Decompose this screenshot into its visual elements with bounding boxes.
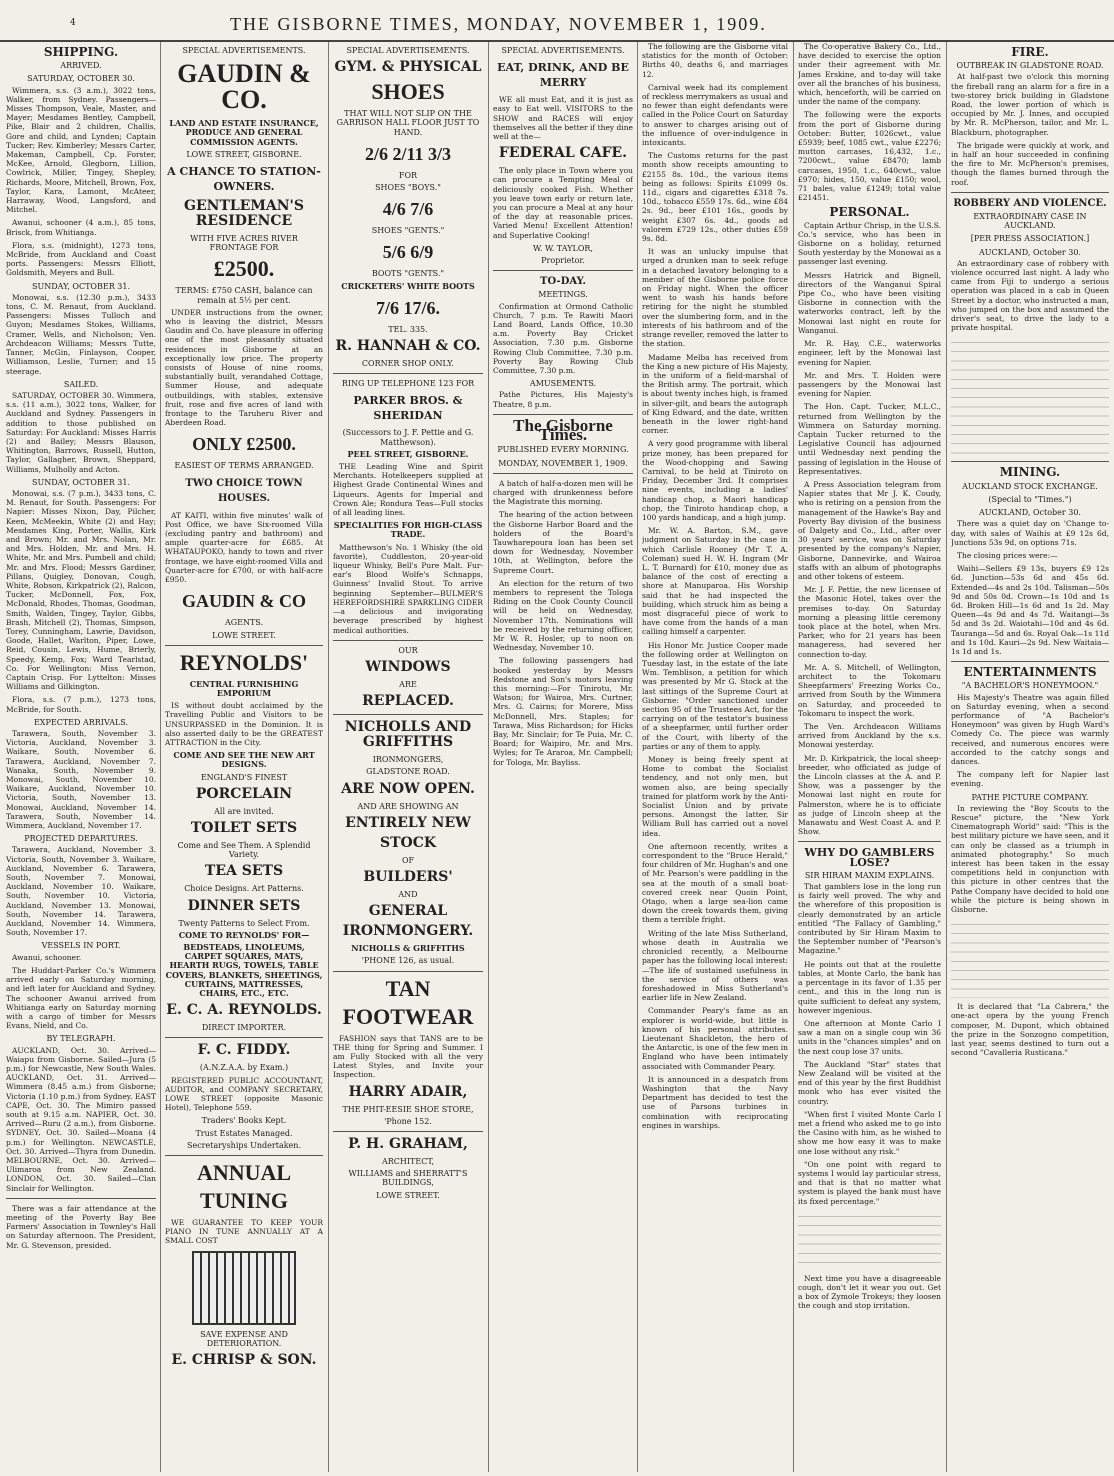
section-heading: MINING.: [999, 465, 1061, 480]
column-label: SPECIAL ADVERTISEMENTS.: [501, 46, 625, 55]
article-text: Commander Peary's fame as an explorer is world-wide, but little is known of his personal attributes. Lieutenant Shackleton, the hero of the Antarctic, is one of the few men in England who have been intimately associated with Commander Peary.: [642, 1006, 788, 1071]
news-column: [642, 42, 788, 1472]
ad-title: TAN: [385, 975, 431, 1001]
ad-text: W. W. TAYLOR,: [533, 243, 593, 253]
sub-heading: PATHE PICTURE COMPANY.: [971, 792, 1089, 802]
ad-heading: E. C. A. REYNOLDS.: [166, 1002, 322, 1019]
section-heading: PERSONAL.: [829, 205, 910, 220]
ad-heading: TOILET SETS: [190, 819, 298, 836]
text-block: [951, 918, 1109, 998]
ad-heading: HARRY ADAIR,: [348, 1083, 468, 1100]
date-heading: MONDAY, NOVEMBER 1, 1909.: [498, 458, 628, 468]
article-text: In reviewing the "Boy Scouts to the Rescue" picture, the "New York Cinematograph World" said: "This is the best military picture we have seen, and it can only be classed as a triumph in animated photography." So much interest has been taken in the essay competitions held in conjunction with this picture in other centres that the Pathe Company have decided to hold one while the picture is being shown in Gisborne.: [951, 803, 1109, 915]
column-rule: [488, 42, 489, 1472]
column-rule: [946, 42, 947, 1472]
article-text: Mr. W. A. Barton, S.M., gave judgment on Saturday in the case in which Carlisle Rooney (Mr T. A. Coleman) sued H. W. H. Ingram (Mr L. T. Burnard) for £10, money due as balance of the cost of erecting a shore at Manuparoa. His Worship said that he had inspected the building, which struck him as being a most disgraceful piece of work to have come from the hands of a man calling himself a carpenter.: [642, 526, 788, 637]
divider: [951, 461, 1109, 462]
article-text: The hearing of the action between the Gisborne Harbor Board and the holders of the Board's Tauwharepoura loan has been set down for Wednesday, November 10th, at Wellington, before the Supreme Court.: [493, 510, 633, 575]
ad-title: SHOES: [371, 79, 445, 105]
article-text: It is announced in a despatch from Washington that the Navy Department has decided to test the use of Parsons turbines in combination with reciprocating engines in warships.: [642, 1074, 788, 1130]
ad-text: SHOES "BOYS.": [375, 183, 441, 193]
article-text: The Ven. Archdeacon Williams arrived from Auckland by the s.s. Monowai yesterday.: [798, 722, 941, 750]
sub-heading: EXPECTED ARRIVALS.: [33, 717, 129, 727]
ad-text: AND: [398, 889, 418, 899]
article-text: Monowai, s.s. (7 p.m.), 3433 tons, C. M. Renaut, for South. Passengers: For Napier: Misses Nixon, Day, Pilcher, Keen, McMeekin, White (2) and Hay; Mesdames King, Porter, Wallis, Kirk and Brown; Mr. and Mrs. Nolan, Mr. and Mrs. Holden, Mr. and Mrs. H. White, Mr. and Mrs. Pumbell and child; Mr. and Mrs. Flood; Messrs Gardiner, Pillans, Quigley, Donovan, Cough, White, Robson, Kirkpatrick (2), Ralcon, Tucker, McDonnell, Fox, Fox, McDonald, Rhodes, Thomas, Goodman, Smith, Walden, Tingey, Taylor, Gibbs, Brash, Mitchell (2), Thomas, Simpson, Torey, Cunningham, Lawrie, Davidson, Goode, Hallet, Warlton, Piper, Lowe, Reid, Cousin, Lewis, Hume, Brierly, Speedy, Kemp, Fox; Ward Tearlstad, Co. For Wellington: Miss Vernon, Captain Crisp. For Lyttelton: Misses Williams and Gilkington.: [6, 488, 156, 692]
ad-body: UNDER instructions from the owner, who is leaving the district, Messrs Gaudin and Co. have pleasure in offering one of the most pleasantly situated residences in Gisborne at an exceptionally low price. The property consists of House of nine rooms, substantially built, verandahed Cottage, Summer House, and adequate outbuildings, with stables, extensive fruit, rose and five acres of land with frontage to the Taruheru River and Aberdeen Road.: [165, 307, 323, 428]
ad-heading: TEA SETS: [204, 863, 284, 880]
article-text: The Co-operative Bakery Co., Ltd., have decided to exercise the option under their agreement with Mr. James Erskine, and to-day will take over all the branches of his business, which, henceforth, will be carried on under the name of the company.: [798, 42, 941, 107]
ad-text: GLADSTONE ROAD.: [366, 767, 450, 777]
sub-heading: OUTBREAK IN GLADSTONE ROAD.: [956, 61, 1104, 71]
article-text: Wimmera, s.s. (3 a.m.), 3022 tons, Walker, from Sydney. Passengers—Misses Thompson, Veale, Master, and Mayer; Mesdames Bentley, Campbell, Pike, Blair and 2 children, Challis, Gore and child, and Lynden; Captain Tucker; Rev. Kimberley; Messrs Carter, Makeman, Campbell, Cp. Forster, McKee, Arnold, Glegborn, Lillion, Cowlrick, Miller, Tingey, Shepley, Richards, Moore, Mitchell, Brown, Fox, Taylor, Kara, Lamont, McAteer, Harraway, Wood, Langsford, and Mitchel.: [6, 85, 156, 215]
ad-body: IS without doubt acclaimed by the Travelling Public and Visitors to be UNSURPASSED in the Dominion. It is also asserted daily to be the GREATEST ATTRACTION in the City.: [165, 701, 323, 747]
ad-text: All are invited.: [214, 806, 274, 816]
ad-text: LOWE STREET, GISBORNE.: [186, 149, 302, 159]
article-text: It was an unlucky impulse that urged a drunken man to seek refuge in a detached lavatory belonging to a member of the Gisborne police force on Friday night. When the officer went to wash his hands before retiring for the night he stumbled over the slumbering form, and in the interests of his bathroom and of the strange reveller, removed the latter to the station.: [642, 247, 788, 349]
article-text: Waihi—Sellers £9 13s, buyers £9 12s 6d. Junction—53s 6d and 45s 6d. Extended—4s and 2s 10d. Talisman—50s 9d and 50s 0d. Crown—1s 10d and 1s 6d. Broken Hill—1s 6d and 1s 2d. May Queen—4s 9d and 4s 7d. Waitangi—3s 5d and 3s 2d. Waiotahi—10d and 4s 6d. Tauranga—5d and 6s. Royal Oak—1s 11d and 1s 10d. Kauri—2s 9d. New Waitaia—1s 1d and 1s.: [951, 564, 1109, 656]
article-text: Tarawera, Auckland, November 3. Victoria, South, November 3. Waikare, Auckland, November 6. Tarawera, South, November 7. Monowai, Auckland, November 10. Waikare, South, November 10. Victoria, Auckland, November 13. Monowai, South, November 14. Tarawera, Auckland, November 14. Wimmera, South, November 17.: [6, 845, 156, 938]
ad-heading: PARKER BROS. & SHERIDAN: [353, 394, 463, 423]
article-text: SATURDAY, OCTOBER 30. Wimmera, s.s. (11 a.m.), 3022 tons, Walker, for Auckland and Sydney. Passengers in addition to those published on Saturday: For Auckland: Misses Harris (2) and Bailey; Messrs Blauson, Whitington, Barrows, Russell, Hutton, Taylor, Gallagher, Brown, Sheppard, Williams, Mulholly and Acton.: [6, 390, 156, 474]
ad-body: REGISTERED PUBLIC ACCOUNTANT, AUDITOR, and COMPANY SECRETARY, LOWE STREET (opposite Masonic Hotel), Telephone 559.: [165, 1075, 323, 1113]
article-text: Writing of the late Miss Sutherland, whose death in Australia we chronicled recently, a Melbourne paper has the following local interest:—The life of sustained usefulness in the service of others was foreshadowed in Miss Sutherland's earlier life in New Zealand.: [642, 928, 788, 1003]
article-text: "On one point with regard to systems I would lay particular stress, and that is that no matter what system is played the bank must have its fixed percentage.": [798, 1159, 941, 1206]
ad-heading: ARE NOW OPEN.: [341, 780, 475, 797]
article-text: The Customs returns for the past month show receipts amounting to £2155 8s. 10d., the various items being as follows: Spirits £1099 0s. 11d., cigars and cigarettes £318 7s. 10d., tobacco £559 17s. 6d., wine £84 2s. 9d., beer £101 16s., goods by weight £307 6s. 4d., goods ad valorem £729 12s., other duties £59 9s. 8d.: [642, 151, 788, 244]
article-text: Monowai, s.s. (12.30 p.m.), 3433 tons, C. M. Renaut, from Auckland. Passengers: Misses Tulloch and Guyon; Mesdames Stokes, Williams, Cramer, Wells, and Nicholson; Ven. Archdeacon Williams; Messrs Tutte, Tanner, McGin, Finlayson, Cooper, Williamson, Leslie, Turner; and 15 steerage.: [6, 292, 156, 376]
article-text: Tarawera, South, November 3. Victoria, Auckland, November 3. Waikare, South, November 6. Tarawera, Auckland, November 7. Wanaka, South, November 9. Monowai, South, November 10. Waikare, Auckland, November 10. Victoria, South, November 13. Monowai, Auckland, November 14. Tarawera, South, November 14. Wimmera, Auckland, November 17.: [6, 729, 156, 831]
ad-heading: PORCELAIN: [195, 785, 293, 802]
ad-heading: DINNER SETS: [187, 897, 301, 914]
date-heading: AUCKLAND, October 30.: [979, 247, 1081, 257]
divider: [333, 373, 483, 374]
ad-heading: REPLACED.: [362, 693, 454, 710]
article-text: Carnival week had its complement of reckless merrymakers as usual and no fewer than eight defendants were called in the Police Court on Saturday to answer to charges arising out of the influence of over-indulgence in intoxicants.: [642, 82, 788, 148]
ad-text: DIRECT IMPORTER.: [201, 1023, 287, 1033]
article-text: The closing prices were:—: [957, 550, 1058, 560]
article-text: Mr. D. Kirkpatrick, the local sheep-breeder, who officiated as judge of the Lincoln classes at the A. and P. Show, was a passenger by the Monowai last night en route for Palmerston, where he is to officiate as judge of Lincoln sheep at the Manawatu and West Coast A. and P. Show.: [798, 753, 941, 837]
article-text: Mr. and Mrs. T. Holden were passengers by the Monowai last evening for Napier.: [798, 370, 941, 399]
divider: [165, 645, 323, 646]
ad-heading: WINDOWS: [365, 658, 451, 675]
masthead: [0, 0, 1114, 42]
ad-price: 4/6 7/6: [382, 199, 434, 220]
ad-text: CORNER SHOP ONLY.: [361, 359, 455, 369]
article-text: The following were the exports from the port of Gisborne during October: Butter, 1026cwt., value £5939; beef, 1085 cwt., value £2276; mutton carcases, 16,432, 1.c., 7200cwt., value £8470; lamb carcases, 1950, 1.c., 640cwt., value £970; hides, 150, value £150; wool, 71 bales, value £1249; total value £21451.: [798, 110, 941, 203]
ad-text: Come and See Them. A Splendid Variety.: [177, 840, 311, 860]
article-text: A very good programme with liberal prize money, has been prepared for the Wood-chopping and Sawing Carnival, to be held at Tiniroto on Friday, December 3rd. It comprises nine events, including a ladies' handicap chop, a Maori handicap chop, the Tiniroto handicap chop, a 100 yards handicap, and a high jump.: [642, 439, 788, 522]
ad-text: OUR: [398, 645, 418, 655]
article-text: Pathe Pictures, His Majesty's Theatre, 8 p.m.: [493, 390, 633, 409]
article-text: Madame Melba has received from the King a new picture of His Majesty, in the uniform of a field-marshal of the British army. The portrait, which is about twenty inches high, is framed in silver-gilt, and bears the autograph of King Edward, and the date, written beneath in the lower right-hand corner.: [642, 352, 788, 436]
ad-text: COME AND SEE THE NEW ART DESIGNS.: [173, 750, 315, 770]
article-text: Awanui, schooner.: [12, 952, 82, 962]
ad-text: SAVE EXPENSE AND DETERIORATION.: [200, 1329, 288, 1348]
divider: [951, 192, 1109, 193]
article-text: There was a fair attendance at the meeting of the Poverty Bay Bee Farmers' Association in Townley's Hall on Saturday afternoon. The President, Mr. G. Stevenson, presided.: [6, 1203, 156, 1250]
article-text: That gamblers lose in the long run is fairly well proved. The why and the wherefore of this proposition is clearly demonstrated by an article entitled "The Fallacy of Gambling," contributed by Sir Hiram Maxim to the September number of "Pearson's Magazine.": [798, 882, 941, 956]
article-text: There was a quiet day on 'Change to-day, with sales of Waihis at £9 12s 6d, Junctions 53s 9d, on options 71s.: [951, 519, 1109, 547]
ad-text: OF: [401, 855, 415, 865]
ad-text: WITH FIVE ACRES RIVER FRONTAGE FOR: [190, 234, 298, 253]
article-text: Mr. R. Hay, C.E., waterworks engineer, left by the Monowai last evening for Napier.: [798, 339, 941, 367]
ad-heading: ENTIRELY NEW: [345, 814, 471, 831]
article-text: Confirmation at Ormond Catholic Church, 7 p.m. Te Rawiti Maori Land Board, Lands Office, 10.30 a.m. Poverty Bay Cricket Association, 7.30 p.m. Gisborne Rowing Club Committee, 7.30 p.m. Poverty Bay Rowing Club Committee, 7.30 p.m.: [493, 301, 633, 376]
ad-heading: GENTLEMAN'S RESIDENCE: [184, 198, 304, 230]
article-text: AUCKLAND, Oct. 30. Arrived—Waiapu from Gisborne. Sailed—Jura (5 p.m.) for Newcastle, New South Wales. AUCKLAND, Oct. 31. Arrived—Wimmera (8.45 a.m.) from Gisborne; Victoria (1.10 p.m.) from Sydney. EAST CAPE, Oct. 30. The Mimiro passed south at 9.15 a.m. NAPIER, Oct. 30. Arrived—Ruru (2 a.m.), from Gisborne. SYDNEY, Oct. 30. Sailed—Moana (4 p.m.) for Wellington. NEWCASTLE, Oct. 30. Arrived—Thyra from Dunedin. MELBOURNE, Oct. 30. Arrived—Ulimaroa from New Zealand. LONDON, Oct. 30. Sailed—Clan Sinclair for Wellington.: [6, 1045, 156, 1193]
divider: [165, 1037, 323, 1038]
ad-text: (Successors to J. F. Pettie and G. Matthewson).: [342, 428, 474, 447]
news-column: [798, 42, 941, 1472]
sub-heading: MEETINGS.: [538, 290, 588, 300]
article-text: Money is being freely spent at Home to combat the Socialist tendency, and not only men, but women also, are being specially trained for platform work by the Anti-Socialist Union and by private persons. Amongst the latter, Sir William Bull has carried out a novel idea.: [642, 755, 788, 838]
sub-heading: ARRIVED.: [60, 61, 102, 71]
ad-text: IRONMONGERS,: [372, 755, 444, 765]
date-heading: SATURDAY, OCTOBER 30.: [27, 74, 135, 84]
ad-text: ENGLAND'S FINEST: [200, 772, 288, 782]
ad-text: FOR: [398, 170, 418, 180]
sub-heading: BY TELEGRAPH.: [46, 1034, 116, 1044]
ad-price: 5/6 6/9: [382, 242, 434, 263]
article-text: Mr. J. F. Pettie, the new licensee of the Masonic Hotel, takes over the premises to-day. On Saturday morning a pleasing little ceremony took place at the hotel, when Mrs. Parker, who for 21 years has been manageress, had severed her connection to-day.: [798, 585, 941, 659]
section-heading: TO-DAY.: [540, 276, 586, 288]
ad-price: £2500.: [213, 256, 275, 282]
piano-illustration: [192, 1251, 296, 1325]
ad-text: Secretaryships Undertaken.: [186, 1140, 301, 1150]
column-label: SPECIAL ADVERTISEMENTS.: [346, 46, 470, 55]
sub-heading: PUBLISHED EVERY MORNING.: [497, 445, 629, 455]
advertisements-column: [333, 42, 483, 1472]
divider: [333, 1131, 483, 1132]
editorial-column: [493, 42, 633, 1472]
section-heading: ENTERTAINMENTS: [963, 665, 1097, 680]
sub-heading: SIR HIRAM MAXIM EXPLAINS.: [804, 870, 935, 880]
column-label: SPECIAL ADVERTISEMENTS.: [182, 46, 306, 55]
ad-text: Trust Estates Managed.: [195, 1128, 293, 1138]
page-title: THE GISBORNE TIMES, MONDAY, NOVEMBER 1, 1909.: [230, 14, 767, 34]
ad-heading: NICHOLLS AND GRIFFITHS: [344, 719, 472, 751]
ad-text: TEL. 335.: [388, 324, 428, 334]
ad-heading: E. CHRISP & SON.: [171, 1352, 317, 1369]
ad-text: ARCHITECT,: [381, 1156, 435, 1166]
column-rule: [637, 42, 638, 1472]
article-text: The Hon. Capt. Tucker, M.L.C., returned from Wellington by the Wimmera on Saturday morning. Captain Tucker returned to the Legislative Council has adjourned until Wednesday next pending the passing of legislation in the House of Representatives.: [798, 402, 941, 476]
date-heading: SUNDAY, OCTOBER 31.: [31, 477, 130, 487]
article-text: The following passengers had booked yesterday by Messrs Redstone and Son's motors leaving this morning:—For Tinirotu, Mr. Watson; for Wairoa, Mrs. Curtner, Mrs. G. Cairns; for Morere, Miss McDonnell, Mrs. Staples; for Tarawa, Miss Richardson; for Hicks Bay, Mr. Sinclair; for Te Puia, Mr. C. Board; for Waipiro, Mr. and Mrs. Wyles; for Te Araroa, Mr. Campbell; for Tologa, Mr. Bayliss.: [493, 656, 633, 767]
ad-text: PEEL STREET, GISBORNE.: [347, 448, 469, 459]
page-number: 4: [70, 18, 76, 28]
ad-heading: EAT, DRINK, AND BE MERRY: [497, 61, 629, 90]
ad-text: AGENTS.: [224, 618, 264, 628]
article-text: One afternoon recently, writes a correspondent to the "Bruce Herald," four children of Mr. Hughan's and one of Mr. Pearson's were paddling in the sea at the mouth of a small boat-covered creek near Quoin Point, Otago, when a large sea-lion came down the creek towards them, giving them a terrible fright.: [642, 841, 788, 925]
article-text: The Auckland "Star" states that New Zealand will be visited at the end of this year by the first Buddhist monk who has ever visited the country.: [798, 1059, 941, 1106]
ad-heading: GYM. & PHYSICAL: [334, 59, 482, 76]
sub-heading: [PER PRESS ASSOCIATION.]: [970, 234, 1090, 244]
article-text: A batch of half-a-dozen men will be charged with drunkenness before the Magistrate this morning.: [493, 478, 633, 507]
ad-heading: A CHANCE TO STATION-OWNERS.: [167, 165, 321, 194]
article-text: One afternoon at Monte Carlo I saw a man on a single coup win 36 units in the "chances simples" and on the next coup lose 37 units.: [798, 1018, 941, 1056]
sub-heading: AUCKLAND STOCK EXCHANGE.: [962, 481, 1098, 491]
ad-heading: IRONMONGERY.: [342, 923, 474, 940]
section-heading: FIRE.: [1011, 45, 1049, 59]
article-text: The Huddart-Parker Co.'s Wimmera arrived early on Saturday morning, and left later for Auckland and Sydney. The schooner Awanui arrived from Whitianga early on Saturday morning with a cargo of timber for Messrs Evans, Nield, and Co.: [6, 965, 156, 1031]
ad-text: AND ARE SHOWING AN: [357, 801, 459, 811]
divider: [333, 714, 483, 715]
section-heading: ROBBERY AND VIOLENCE.: [953, 197, 1107, 209]
ad-heading: STOCK: [379, 834, 437, 851]
ad-text: BEDSTEADS, LINOLEUMS, CARPET SQUARES, MATS, HEARTH RUGS, TOWELS, TABLE COVERS, BLANKETS, SHEETINGS, CURTAINS, MATTRESSES, CHAIRS, ETC., ETC.: [165, 941, 323, 998]
text-block: [798, 1210, 941, 1270]
article-text: Captain Arthur Chrisp, in the U.S.S. Co.'s service, who has been in Gisborne on a holiday, returned South yesterday by the Monowai as a passenger last evening.: [798, 220, 941, 267]
ad-body: WE all must Eat, and it is just as easy to Eat well. VISITORS to the SHOW and RACES will enjoy themselves all the better if they dine well at the—: [493, 95, 633, 142]
ad-text: SPECIALITIES FOR HIGH-CLASS TRADE.: [333, 520, 483, 540]
ad-title: ANNUAL: [196, 1160, 292, 1185]
column-rule: [328, 42, 329, 1472]
ad-text: CRICKETERS' WHITE BOOTS: [341, 280, 475, 291]
divider: [951, 661, 1109, 662]
column-rule: [160, 42, 161, 1472]
sub-heading: EXTRAORDINARY CASE IN AUCKLAND.: [973, 212, 1087, 231]
ad-title: REYNOLDS': [179, 649, 309, 675]
divider: [493, 414, 633, 415]
ad-text: BOOTS "GENTS.": [371, 269, 445, 279]
ad-heading: FEDERAL CAFE.: [498, 145, 628, 162]
article-text: It is declared that "La Cabrera," the one-act opera by the young French composer, M. Dupont, which obtained the prize in the Sonzogno competition, last year, seems destined to turn out a second "Cavalleria Rusticana.": [951, 1002, 1109, 1058]
article-text: The following are the Gisborne vital statistics for the month of October: Births 40, deaths 6, and marriages 12.: [642, 42, 788, 79]
ad-body: THE Leading Wine and Spirit Merchants. Hotelkeepers supplied at Highest Grade Continental Wines and Liqueurs. Agents for Imperial and Crown Ale; Rondura Teas—Full stocks of all leading lines.: [333, 462, 483, 518]
divider: [333, 640, 483, 641]
sub-heading: (Special to "Times."): [988, 494, 1072, 504]
ad-body: WE GUARANTEE TO KEEP YOUR PIANO IN TUNE ANNUALLY AT A SMALL COST: [165, 1218, 323, 1246]
advertisements-column: [165, 42, 323, 1472]
text-block: [951, 336, 1109, 456]
ad-text: ARE: [399, 679, 417, 689]
sub-heading: "A BACHELOR'S HONEYMOON.": [961, 681, 1099, 691]
ad-price: 2/6 2/11 3/3: [364, 143, 451, 164]
article-text: "When first I visited Monte Carlo I met a friend who asked me to go into the Casino with him, as he wished to show me how easy it was to make one lose without any risk.": [798, 1109, 941, 1156]
ad-text: LAND AND ESTATE INSURANCE, PRODUCE AND GENERAL COMMISSION AGENTS.: [169, 118, 319, 147]
article-text: Mr. A. S. Mitchell, of Wellington, architect to the Tokomaru Sheepfarmers' Freezing Works Co., arrived from South by the Wimmera on Saturday, and proceeded to Tokomaru to inspect the work.: [798, 662, 941, 718]
ad-text: THE PHIT-EESIE SHOE STORE,: [342, 1104, 474, 1114]
ad-text: TERMS: £750 CASH, balance can remain at 5½ per cent.: [175, 286, 313, 305]
article-text: The company left for Napier last evening.: [951, 770, 1109, 789]
article-text: His Majesty's Theatre was again filled on Saturday evening, when a second performance of "A Bachelor's Honeymoon" was given by Hugh Ward's Comedy Co. The piece was warmly received, and numerous encores were accorded to the catchy songs and dances.: [951, 692, 1109, 766]
ad-price: ONLY £2500.: [192, 434, 296, 455]
ad-text: LOWE STREET.: [376, 1190, 440, 1200]
article-text: A Press Association telegram from Napier states that Mr J. K. Coudy, who is retiring on a pension from the management of the Hawke's Bay and Poverty Bay division of the business of Dalgety and Co., Ltd., after over 30 years' service, was on Saturday presented by the company's Napier, Gisborne, Dannevirke, and Wairoa staffs with an album of photographs and other tokens of esteem.: [798, 479, 941, 581]
article-text: Flora, s.s. (midnight), 1273 tons, McBride, from Auckland and Coast ports. Passengers: Messrs Elliott, Goldsmith, Meyers and Bull.: [6, 240, 156, 278]
ad-text: NICHOLLS & GRIFFITHS: [351, 943, 465, 954]
section-heading: SHIPPING.: [43, 45, 119, 59]
ad-title: TUNING: [199, 1188, 288, 1213]
divider: [6, 1198, 156, 1199]
sub-heading: AMUSEMENTS.: [529, 379, 597, 389]
ad-text: Traders' Books Kept.: [201, 1116, 287, 1126]
article-text: Flora, s.s. (7 p.m.), 1273 tons, McBride, for South.: [6, 695, 156, 714]
ad-body: Matthewson's No. 1 Whisky (the old favorite), Cuddleston, 20-year-old liqueur Whisky, Bell's Pure Malt. Fur-ear's Blood Wolfe's Schnapps, Guinness' Invalid Stout. To arrive beginning September—BULMER'S HEREFORDSHIRE SPARKLING CIDER—a delicious and invigorating beverage prescribed by highest medical authorities.: [333, 542, 483, 635]
shipping-column: [6, 42, 156, 1472]
ad-text: Proprietor.: [541, 256, 585, 266]
ad-text: (A.N.Z.A.A. by Exam.): [199, 1063, 289, 1073]
article-text: An extraordinary case of robbery with violence occurred last night. A lady who came from Fiji to undergo a serious operation was placed in a cab in Queen Street by a doctor, who instructed a man, who jumped on the box and assumed the driver's seat, to drive the lady to a private hospital.: [951, 258, 1109, 333]
ad-heading: P. H. GRAHAM,: [348, 1135, 468, 1152]
article-text: His Honor Mr. Justice Cooper made the following order at Wellington on Tuesday last, in the estate of the late Wm. Temblison, a petition for which was presented by Mr G. Stock at the last sittings of the Supreme Court at Gisborne: "Order sanctioned under section 95 of the Trustees Act, for the carrying on of the testator's business of a sheepfarmer, until further order of the Court, with liberty of the parties or any of them to apply.: [642, 640, 788, 751]
divider: [333, 971, 483, 972]
ad-text: Twenty Patterns to Select From.: [178, 918, 310, 928]
divider: [165, 1155, 323, 1156]
ad-text: COME TO REYNOLDS' FOR—: [178, 929, 310, 940]
article-text: Awanui, schooner (4 a.m.), 85 tons, Brisck, from Whitianga.: [6, 218, 156, 237]
ad-text: RING UP TELEPHONE 123 FOR: [341, 379, 475, 389]
ad-heading: F. C. FIDDY.: [197, 1042, 291, 1059]
ad-text: WILLIAMS and SHERRATT'S BUILDINGS,: [348, 1169, 468, 1188]
date-heading: AUCKLAND, October 30.: [979, 508, 1081, 518]
sub-heading: PROJECTED DEPARTURES.: [24, 834, 138, 844]
ad-title: GAUDIN & CO.: [177, 59, 311, 115]
ad-title: FOOTWEAR: [342, 1003, 474, 1029]
ad-text: SHOES "GENTS.": [371, 226, 445, 236]
divider: [798, 841, 941, 842]
ad-body: FASHION says that TANS are to be THE thing for Spring and Summer. I am Fully Stocked with all the very Latest Styles, and Invite your Inspection.: [333, 1033, 483, 1080]
newspaper-nameplate: The Gisborne Times.: [513, 415, 613, 445]
ad-title: GAUDIN & CO: [182, 591, 306, 612]
date-heading: SUNDAY, OCTOBER 31.: [31, 281, 130, 291]
ad-text: EASIEST OF TERMS ARRANGED.: [174, 461, 314, 471]
ad-body: The only place in Town where you can procure a Tempting Meal of deliciously cooked Fish. Whether you leave town early or return late, you can procure a Meal at any hour of the day at reasonable prices. Varied Menu! Excellent Attention! and Superlative Cooking!: [493, 166, 633, 240]
article-text: At half-past two o'clock this morning the fireball rang an alarm for a fire in a two-storey brick building in Gladstone Road, the lower portion of which is occupied by Mr. J. Innes, and occupied by Mr. R. McPherson, tailor, and Mr. L. Blackburn, photographer.: [951, 72, 1109, 137]
news-column: [951, 42, 1109, 1472]
article-text: An election for the return of two members to represent the Tologa Riding on the Cook County Council will be held on Wednesday, November 17th. Nominations will be received by the returning officer, Mr W. R. Hosler, up to noon on Wednesday, November 10.: [493, 578, 633, 653]
article-text: The brigade were quickly at work, and in half an hour succeeded in confining the fire to Mr. McPherson's premises, though the flames burned through the roof.: [951, 140, 1109, 187]
article-text: Messrs Hatrick and Bignell, directors of the Wanganui Spiral Pipe Co., who have been visiting Gisborne in connection with the waterworks contract, left by the Monowai last night en route for Wanganui.: [798, 270, 941, 335]
ad-text: 'Phone 152.: [384, 1116, 432, 1126]
ad-text: THAT WILL NOT SLIP ON THE GARRISON HALL FLOOR JUST TO HAND.: [336, 109, 480, 137]
ad-heading: R. HANNAH & CO.: [335, 338, 481, 355]
article-text: Next time you have a disagreeable cough, don't let it wear you out. Get a box of Zymole Trokeys; they loosen the cough and stop irritation.: [798, 1273, 941, 1311]
column-rule: [793, 42, 794, 1472]
ad-heading: BUILDERS': [363, 868, 453, 885]
ad-text: Choice Designs. Art Patterns.: [184, 884, 304, 894]
section-heading: WHY DO GAMBLERS LOSE?: [804, 846, 935, 869]
divider: [493, 270, 633, 271]
ad-body: AT KAITI, within five minutes' walk of Post Office, we have Six-roomed Villa (excluding pantry and bathroom) and ample quarter-acre for £685. At WHATAUPOKO, handy to town and river frontage, we have eight-roomed Villa and Quarter-acre for £700, or with half-acre £950.: [165, 510, 323, 585]
sub-heading: VESSELS IN PORT.: [41, 941, 121, 951]
ad-text: 'PHONE 126, as usual.: [361, 956, 455, 966]
ad-price: 7/6 17/6.: [375, 297, 440, 318]
divider: [493, 473, 633, 474]
article-text: He points out that at the roulette tables, at Monte Carlo, the bank has a percentage in its favor of 1.35 per cent., and this in the long run is quite sufficient to defeat any system, however ingenious.: [798, 959, 941, 1015]
ad-heading: TWO CHOICE TOWN HOUSES.: [185, 477, 303, 504]
sub-heading: SAILED.: [63, 379, 99, 389]
ad-text: LOWE STREET.: [212, 630, 276, 640]
ad-text: CENTRAL FURNISHING EMPORIUM: [189, 678, 299, 698]
ad-heading: GENERAL: [368, 903, 448, 920]
